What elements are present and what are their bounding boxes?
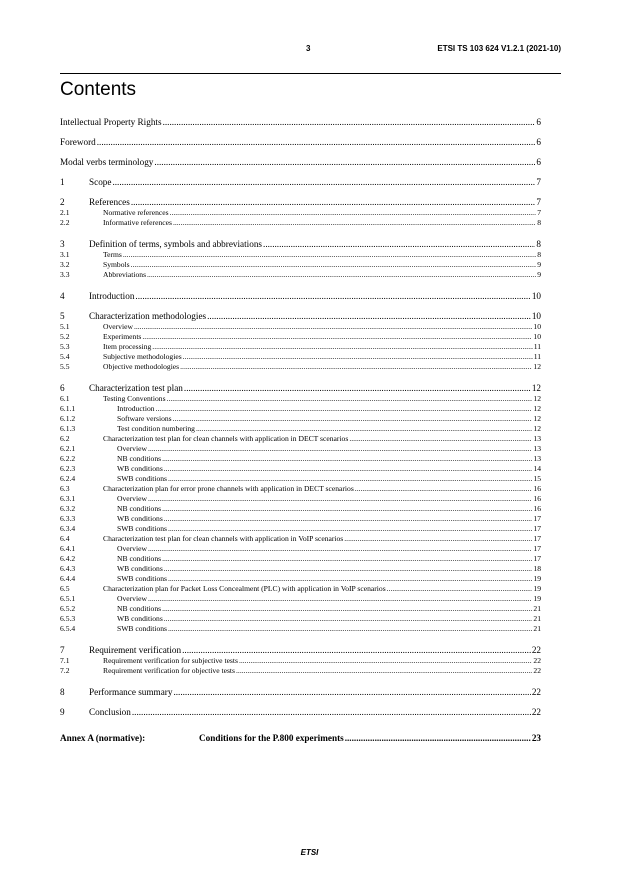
toc-entry[interactable]: [60, 176, 541, 188]
toc-entry-number: 6.2: [60, 434, 70, 443]
document-reference: ETSI TS 103 624 V1.2.1 (2021-10): [437, 44, 561, 53]
toc-entry-number: 6.4.2: [60, 554, 76, 563]
toc-entry-title: Terms: [103, 250, 122, 259]
toc-entry-number: 6.5.3: [60, 614, 76, 623]
toc-entry-page: 10: [533, 332, 541, 341]
toc-entry-title: SWB conditions: [117, 574, 167, 583]
toc-entry[interactable]: [60, 444, 541, 454]
toc-entry-title: Characterization plan for error prone channels with application in DECT scenarios: [103, 484, 354, 493]
toc-entry-page: 17: [533, 534, 541, 543]
toc-entry-page: 21: [533, 624, 541, 633]
toc-entry-page: 8: [537, 218, 541, 227]
toc-entry-title: Experiments: [103, 332, 142, 341]
toc-entry-page: 16: [533, 494, 541, 503]
toc-entry-title: Introduction: [117, 404, 155, 413]
toc-entry-number: 6.3.3: [60, 514, 76, 523]
toc-entry-page: 12: [533, 394, 541, 403]
page-number: 3: [306, 44, 311, 53]
toc-entry-title: Requirement verification for objective tests: [103, 666, 236, 675]
toc-leader-dots: [263, 238, 535, 250]
toc-entry-number: 6.2.3: [60, 464, 76, 473]
toc-leader-dots: [154, 156, 535, 168]
toc-entry-page: 16: [533, 504, 541, 513]
toc-entry-page: 17: [533, 544, 541, 553]
toc-leader-dots: [162, 554, 532, 564]
toc-entry-title: Characterization methodologies: [89, 311, 207, 321]
toc-entry[interactable]: [60, 554, 541, 564]
toc-leader-dots: [196, 424, 532, 434]
toc-entry-page: 17: [533, 554, 541, 563]
toc-leader-dots: [131, 196, 536, 208]
toc-entry-page: 11: [533, 342, 541, 351]
toc-entry[interactable]: [60, 474, 541, 484]
toc-entry-title: Overview: [117, 444, 147, 453]
toc-entry[interactable]: [60, 136, 541, 148]
toc-leader-dots: [168, 624, 532, 634]
toc-entry-number: 6.1.1: [60, 404, 76, 413]
toc-entry-number: 2: [60, 197, 65, 207]
toc-leader-dots: [148, 594, 532, 604]
toc-leader-dots: [134, 322, 532, 332]
toc-entry-number: 6.4.1: [60, 544, 76, 553]
toc-entry-number: 1: [60, 177, 65, 187]
toc-entry[interactable]: [60, 434, 541, 444]
toc-entry[interactable]: [60, 196, 541, 208]
toc-entry[interactable]: [60, 310, 541, 322]
toc-entry-title: Characterization test plan for clean channels with application in VoIP scenarios: [103, 534, 344, 543]
toc-entry-number: 7: [60, 645, 65, 655]
toc-entry[interactable]: [60, 454, 541, 464]
toc-entry[interactable]: [60, 260, 541, 270]
toc-entry-title: Subjective methodologies: [103, 352, 182, 361]
toc-entry[interactable]: [60, 404, 541, 414]
toc-entry[interactable]: [60, 250, 541, 260]
toc-entry-title: References: [89, 197, 130, 207]
toc-leader-dots: [345, 732, 531, 744]
toc-leader-dots: [163, 116, 536, 128]
toc-entry-number: 6.5.4: [60, 624, 76, 633]
toc-entry-number: Annex A (normative):: [60, 733, 146, 743]
toc-entry[interactable]: [60, 594, 541, 604]
toc-leader-dots: [162, 504, 532, 514]
toc-entry-title: Performance summary: [89, 687, 173, 697]
toc-entry-page: 9: [537, 270, 541, 279]
toc-entry-number: 6.3: [60, 484, 70, 493]
toc-entry-title: Normative references: [103, 208, 169, 217]
toc-entry-page: 7: [537, 208, 541, 217]
toc-entry[interactable]: [60, 574, 541, 584]
toc-entry-page: 17: [533, 524, 541, 533]
toc-entry-number: 7.1: [60, 656, 70, 665]
toc-entry-title: Informative references: [103, 218, 172, 227]
toc-entry-number: 6.4: [60, 534, 70, 543]
toc-entry[interactable]: [60, 564, 541, 574]
toc-entry-number: 6.3.2: [60, 504, 76, 513]
toc-entry-number: 3.3: [60, 270, 70, 279]
toc-entry[interactable]: [60, 504, 541, 514]
toc-leader-dots: [180, 362, 532, 372]
toc-entry-page: 11: [533, 352, 541, 361]
toc-entry-page: 19: [533, 594, 541, 603]
toc-leader-dots: [182, 644, 531, 656]
toc-entry-page: 10: [531, 311, 541, 321]
toc-entry[interactable]: [60, 238, 541, 250]
toc-entry[interactable]: [60, 322, 541, 332]
toc-entry-title: NB conditions: [117, 504, 162, 513]
toc-entry[interactable]: [60, 290, 541, 302]
toc-entry-title: Characterization plan for Packet Loss Concealment (PLC) with application in VoIP scenarios: [103, 584, 386, 593]
toc-entry-page: 8: [537, 250, 541, 259]
toc-entry[interactable]: [60, 156, 541, 168]
toc-entry-page: 12: [533, 414, 541, 423]
toc-entry-number: 6.2.4: [60, 474, 76, 483]
toc-entry-title: Testing Conventions: [103, 394, 166, 403]
toc-entry-title: Software versions: [117, 414, 172, 423]
toc-entry[interactable]: [60, 208, 541, 218]
toc-entry-page: 12: [533, 424, 541, 433]
toc-entry[interactable]: [60, 116, 541, 128]
toc-entry-title: NB conditions: [117, 554, 162, 563]
toc-entry-title: Overview: [117, 494, 147, 503]
toc-entry-title: Foreword: [60, 137, 96, 147]
toc-entry-page: 6: [536, 157, 541, 167]
toc-leader-dots: [148, 444, 532, 454]
toc-leader-dots: [156, 404, 533, 414]
toc-entry-number: 5: [60, 311, 65, 321]
toc-entry-title: Conclusion: [89, 707, 131, 717]
toc-entry-title: Modal verbs terminology: [60, 157, 154, 167]
toc-leader-dots: [162, 604, 532, 614]
toc-entry-page: 19: [533, 574, 541, 583]
toc-entry-page: 22: [533, 656, 541, 665]
toc-entry-number: 8: [60, 687, 65, 697]
toc-entry[interactable]: [60, 424, 541, 434]
toc-entry[interactable]: [60, 414, 541, 424]
toc-entry-number: 3.2: [60, 260, 70, 269]
toc-entry[interactable]: [60, 666, 541, 676]
toc-leader-dots: [355, 484, 533, 494]
toc-leader-dots: [239, 656, 532, 666]
toc-entry-page: 13: [533, 444, 541, 453]
toc-leader-dots: [170, 208, 537, 218]
toc-entry[interactable]: [60, 394, 541, 404]
toc-entry[interactable]: [60, 686, 541, 698]
toc-entry[interactable]: [60, 624, 541, 634]
toc-entry-page: 22: [531, 687, 541, 697]
toc-entry[interactable]: [60, 644, 541, 656]
toc-entry[interactable]: [60, 382, 541, 394]
toc-entry-number: 6.3.4: [60, 524, 76, 533]
toc-entry-number: 6.3.1: [60, 494, 76, 503]
toc-entry-title: Conditions for the P.800 experiments: [199, 733, 344, 743]
toc-entry-number: 3: [60, 239, 65, 249]
toc-entry[interactable]: [60, 494, 541, 504]
footer-publisher: ETSI: [300, 848, 319, 857]
toc-entry-page: 12: [531, 383, 541, 393]
toc-entry[interactable]: [60, 352, 541, 362]
toc-entry-title: Requirement verification for subjective tests: [103, 656, 238, 665]
toc-leader-dots: [164, 464, 533, 474]
toc-entry-number: 6.5: [60, 584, 70, 593]
toc-entry[interactable]: [60, 524, 541, 534]
toc-entry-title: Characterization test plan: [89, 383, 183, 393]
toc-leader-dots: [135, 290, 530, 302]
toc-entry-page: 21: [533, 604, 541, 613]
toc-leader-dots: [97, 136, 536, 148]
toc-leader-dots: [147, 270, 536, 280]
toc-entry-page: 6: [536, 137, 541, 147]
toc-entry-number: 5.2: [60, 332, 70, 341]
toc-entry-number: 6.4.4: [60, 574, 76, 583]
toc-leader-dots: [164, 564, 533, 574]
toc-entry-page: 12: [533, 404, 541, 413]
toc-entry-page: 17: [533, 514, 541, 523]
toc-entry-number: 6.2.1: [60, 444, 76, 453]
toc-entry[interactable]: [60, 362, 541, 372]
toc-leader-dots: [164, 514, 533, 524]
toc-entry-number: 6.5.1: [60, 594, 76, 603]
toc-entry-number: 5.4: [60, 352, 70, 361]
toc-entry[interactable]: [60, 514, 541, 524]
toc-entry[interactable]: [60, 732, 541, 744]
toc-entry[interactable]: [60, 534, 541, 544]
toc-leader-dots: [207, 310, 531, 322]
toc-entry-title: Introduction: [89, 291, 135, 301]
toc-entry-title: Objective methodologies: [103, 362, 180, 371]
toc-entry-page: 19: [533, 584, 541, 593]
toc-entry[interactable]: [60, 332, 541, 342]
toc-entry-number: 4: [60, 291, 65, 301]
toc-entry-page: 14: [533, 464, 541, 473]
toc-entry-page: 15: [533, 474, 541, 483]
header-rule: [60, 73, 561, 74]
toc-entry-title: WB conditions: [117, 514, 163, 523]
toc-entry[interactable]: [60, 270, 541, 280]
toc-entry-page: 21: [533, 614, 541, 623]
toc-entry-page: 13: [533, 434, 541, 443]
toc-entry-title: Definition of terms, symbols and abbreviations: [89, 239, 263, 249]
toc-entry-title: NB conditions: [117, 454, 162, 463]
toc-leader-dots: [164, 614, 533, 624]
toc-entry-title: WB conditions: [117, 614, 163, 623]
toc-entry-number: 5.5: [60, 362, 70, 371]
toc-leader-dots: [173, 414, 533, 424]
toc-entry-title: SWB conditions: [117, 474, 167, 483]
toc-entry[interactable]: [60, 584, 541, 594]
toc-entry-title: Requirement verification: [89, 645, 182, 655]
toc-entry[interactable]: [60, 464, 541, 474]
toc-entry-title: Abbreviations: [103, 270, 147, 279]
toc-leader-dots: [132, 706, 531, 718]
toc-leader-dots: [236, 666, 532, 676]
toc-entry-number: 3.1: [60, 250, 70, 259]
toc-entry-title: Scope: [89, 177, 112, 187]
toc-entry-page: 10: [531, 291, 541, 301]
toc-leader-dots: [344, 534, 532, 544]
toc-entry-page: 12: [533, 362, 541, 371]
toc-entry-number: 2.2: [60, 218, 70, 227]
toc-entry-number: 6.1.3: [60, 424, 76, 433]
toc-entry-title: SWB conditions: [117, 624, 167, 633]
toc-leader-dots: [148, 544, 532, 554]
toc-entry-page: 23: [531, 733, 541, 743]
toc-entry[interactable]: [60, 342, 541, 352]
toc-entry-title: Overview: [117, 544, 147, 553]
toc-entry-title: SWB conditions: [117, 524, 167, 533]
toc-entry-page: 13: [533, 454, 541, 463]
toc-entry[interactable]: [60, 706, 541, 718]
toc-entry-title: Overview: [117, 594, 147, 603]
toc-entry-page: 22: [531, 707, 541, 717]
toc-entry-number: 7.2: [60, 666, 70, 675]
toc-entry[interactable]: [60, 544, 541, 554]
toc-entry[interactable]: [60, 656, 541, 666]
toc-entry-title: Test condition numbering: [117, 424, 195, 433]
toc-entry-number: 9: [60, 707, 65, 717]
toc-leader-dots: [168, 474, 532, 484]
toc-leader-dots: [173, 686, 530, 698]
toc-entry[interactable]: [60, 604, 541, 614]
toc-entry-title: WB conditions: [117, 564, 163, 573]
toc-entry-page: 7: [536, 177, 541, 187]
toc-leader-dots: [152, 342, 532, 352]
toc-entry-title: Intellectual Property Rights: [60, 117, 162, 127]
toc-entry-number: 6: [60, 383, 65, 393]
toc-entry-page: 6: [536, 117, 541, 127]
toc-leader-dots: [148, 494, 532, 504]
toc-entry-page: 22: [531, 645, 541, 655]
toc-entry-page: 10: [533, 322, 541, 331]
toc-entry-title: WB conditions: [117, 464, 163, 473]
contents-heading: Contents: [60, 79, 137, 100]
toc-entry-title: Overview: [103, 322, 133, 331]
toc-entry-page: 22: [533, 666, 541, 675]
toc-entry-page: 18: [533, 564, 541, 573]
toc-leader-dots: [168, 574, 532, 584]
toc-entry-page: 16: [533, 484, 541, 493]
page-header: [60, 44, 561, 58]
toc-leader-dots: [349, 434, 532, 444]
toc-leader-dots: [167, 394, 533, 404]
toc-entry-number: 6.1: [60, 394, 70, 403]
toc-leader-dots: [184, 382, 531, 394]
toc-entry[interactable]: [60, 484, 541, 494]
toc-leader-dots: [112, 176, 535, 188]
toc-leader-dots: [142, 332, 532, 342]
toc-entry-number: 6.4.3: [60, 564, 76, 573]
toc-entry-title: Symbols: [103, 260, 130, 269]
toc-entry-number: 5.1: [60, 322, 70, 331]
toc-entry-number: 6.1.2: [60, 414, 76, 423]
toc-entry-number: 2.1: [60, 208, 70, 217]
toc-entry-page: 8: [536, 239, 541, 249]
toc-entry-page: 9: [537, 260, 541, 269]
toc-entry-title: Characterization test plan for clean channels with application in DECT scenarios: [103, 434, 349, 443]
toc-entry-number: 6.5.2: [60, 604, 76, 613]
toc-entry-number: 6.2.2: [60, 454, 76, 463]
toc-leader-dots: [168, 524, 532, 534]
toc-leader-dots: [183, 352, 533, 362]
toc-entry[interactable]: [60, 218, 541, 228]
toc-leader-dots: [162, 454, 532, 464]
toc-leader-dots: [387, 584, 533, 594]
toc-leader-dots: [131, 260, 537, 270]
toc-entry-page: 7: [536, 197, 541, 207]
toc-entry-number: 5.3: [60, 342, 70, 351]
toc-entry-title: Item processing: [103, 342, 152, 351]
toc-leader-dots: [173, 218, 536, 228]
toc-entry-title: NB conditions: [117, 604, 162, 613]
toc-leader-dots: [123, 250, 536, 260]
toc-entry[interactable]: [60, 614, 541, 624]
